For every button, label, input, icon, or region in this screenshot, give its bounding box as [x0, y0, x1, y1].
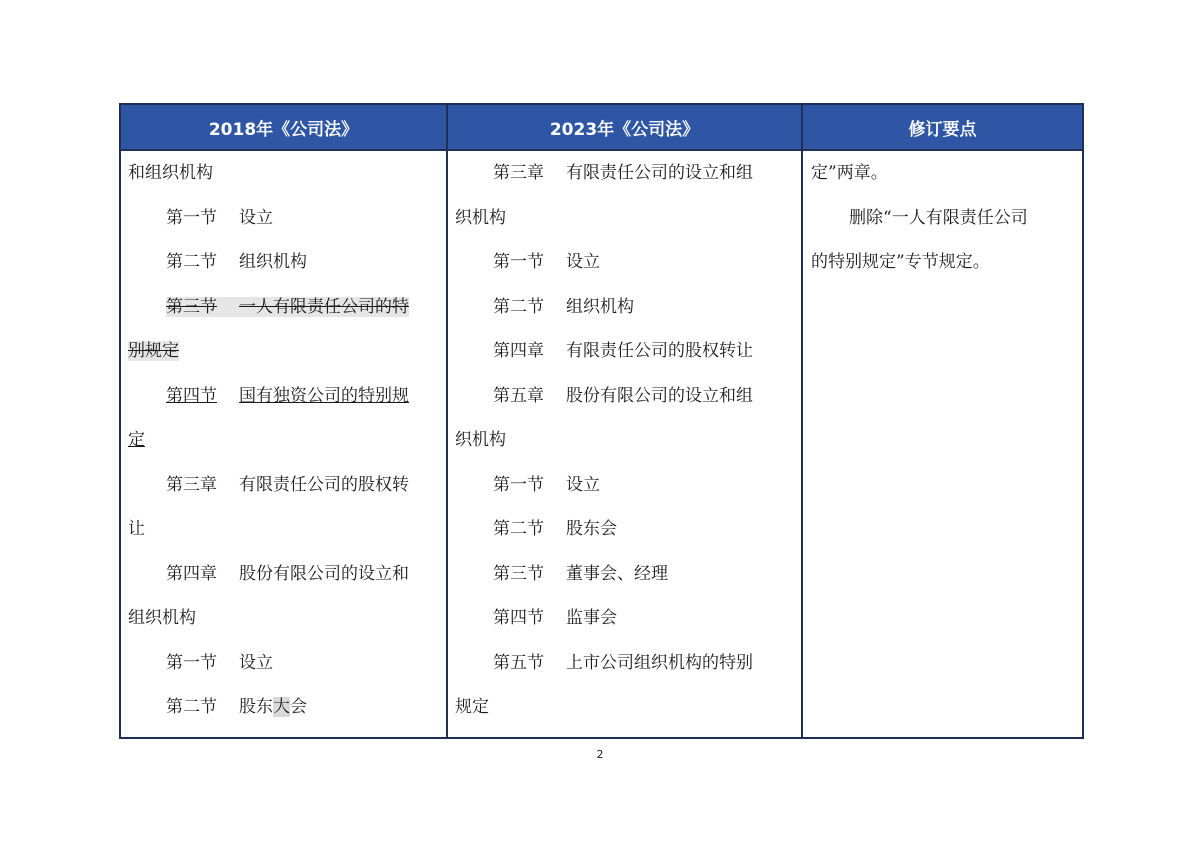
list-item: 第五章 股份有限公司的设立和组: [493, 385, 753, 406]
cell-2018: [120, 150, 447, 738]
list-item: 第二节 组织机构: [493, 296, 634, 317]
list-item: 第三章 有限责任公司的股权转: [166, 474, 409, 495]
list-item-underlined: 第四节 国有独资公司的特别规: [166, 385, 409, 406]
list-item-deleted: 第三节 一人有限责任公司的特: [166, 296, 409, 317]
list-item: 第二节 组织机构: [166, 252, 307, 272]
list-item: 组织机构: [128, 608, 196, 628]
cell-revision-notes: [802, 150, 1083, 738]
list-item: 第三节 董事会、经理: [493, 563, 668, 584]
list-item-deleted: 别规定: [128, 341, 179, 361]
list-item: 让: [128, 519, 145, 539]
note-line: 定”两章。: [811, 163, 888, 183]
list-item: 第一节 设立: [166, 207, 273, 228]
list-item: 规定: [455, 697, 489, 717]
list-item: 织机构: [455, 430, 506, 450]
list-item: 第四章 有限责任公司的股权转让: [493, 341, 753, 361]
note-line: 的特别规定”专节规定。: [811, 252, 990, 272]
header-revision-points: 修订要点: [802, 104, 1083, 150]
list-item: 第四节 监事会: [493, 608, 617, 628]
page-number: 2: [596, 748, 604, 761]
list-item: 第五节 上市公司组织机构的特别: [493, 652, 753, 673]
list-item-underlined: 定: [128, 430, 145, 450]
list-item: 第二节 股东会: [493, 519, 617, 539]
list-item: 第三章 有限责任公司的设立和组: [493, 163, 753, 183]
list-item: 第二节 股东大会: [166, 697, 307, 717]
note-line: 删除“一人有限责任公司: [849, 207, 1028, 228]
list-item: 第一节 设立: [493, 252, 600, 272]
header-2023: 2023年《公司法》: [447, 104, 802, 150]
table-row: [120, 150, 1083, 738]
list-item: 和组织机构: [128, 163, 213, 183]
list-item: 第一节 设立: [166, 652, 273, 673]
comparison-table: [119, 103, 1084, 739]
list-item: 第四章 股份有限公司的设立和: [166, 563, 409, 584]
list-item: 织机构: [455, 207, 506, 228]
highlighted-char: 大: [273, 697, 290, 717]
table-header-row: [120, 104, 1083, 150]
cell-2023: [447, 150, 802, 738]
list-item: 第一节 设立: [493, 474, 600, 495]
header-2018: 2018年《公司法》: [120, 104, 447, 150]
